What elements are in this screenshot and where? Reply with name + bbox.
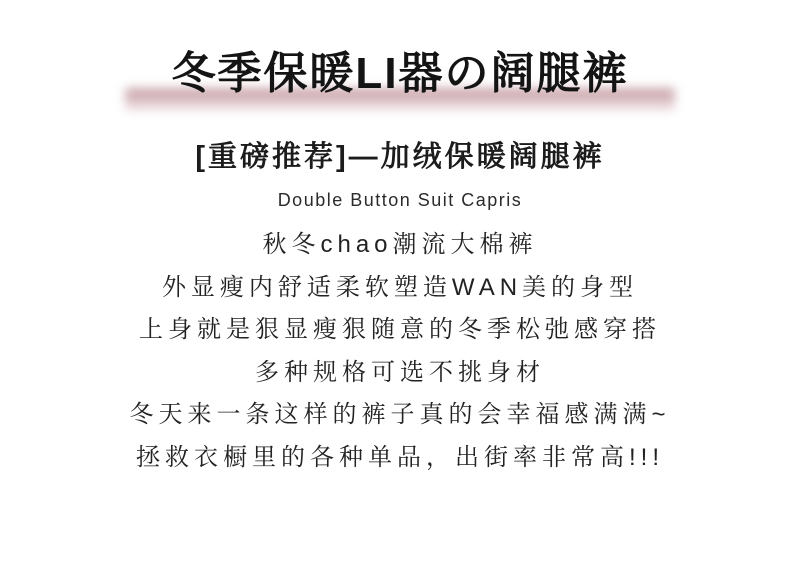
description-line: 冬天来一条这样的裤子真的会幸福感满满~ — [129, 401, 671, 428]
description-line: 秋冬chao潮流大棉裤 — [262, 231, 538, 258]
description-line: 多种规格可选不挑身材 — [255, 358, 545, 386]
page-title: 冬季保暖LI器の阔腿裤 — [171, 49, 629, 98]
product-description-page — [0, 46, 800, 566]
subtitle: [重磅推荐]—加绒保暖阔腿裤 — [195, 141, 605, 173]
description-line: 外显瘦内舒适柔软塑造WAN美的身型 — [161, 273, 639, 301]
subtitle-english: Double Button Suit Capris — [277, 190, 523, 210]
description-line: 拯救衣橱里的各种单品，出街率非常高!!! — [135, 443, 664, 471]
title-section — [0, 46, 800, 102]
description-line: 上身就是狠显瘦狠随意的冬季松弛感穿搭 — [139, 316, 661, 343]
description-block — [0, 224, 800, 479]
